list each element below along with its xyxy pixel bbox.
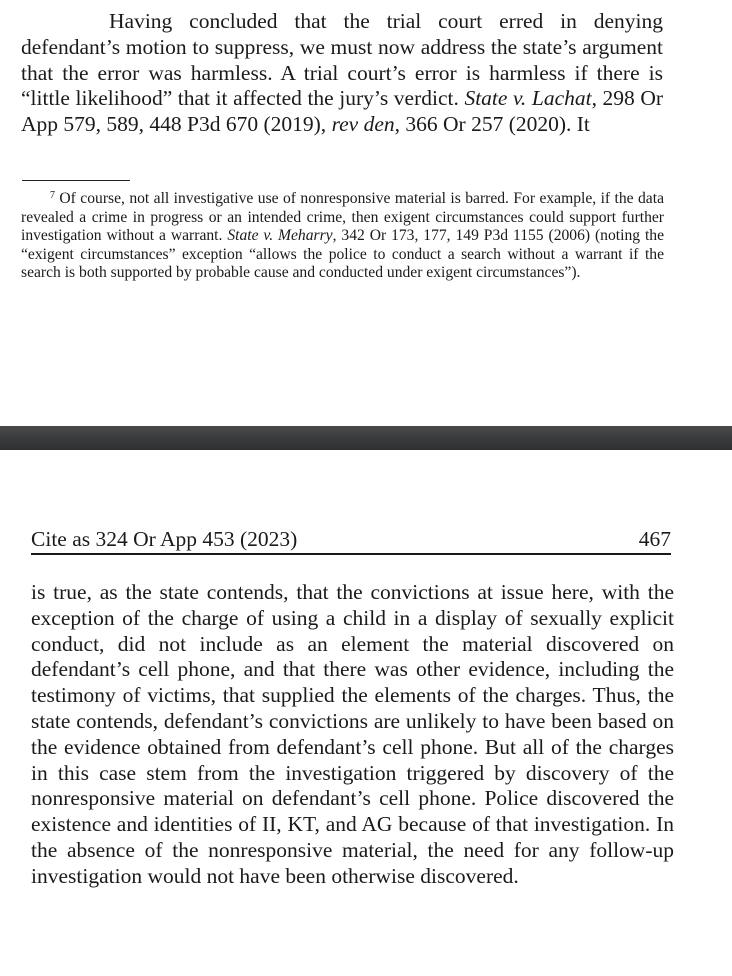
page-break-bar [0, 426, 732, 450]
footnote-text: Of course, not all investigative use of nonresponsive material is barred. For example, if the data revealed a crime in progress or an intended crime, then exigent circumstances could support further investigation without a warrant. [21, 190, 664, 245]
case-citation-lachat: State v. Lachat [464, 86, 592, 111]
citation-text-end: , 366 Or 257 (2020). It [394, 112, 590, 137]
paragraph-text: Having concluded that the trial court erred in denying defendant’s motion to suppress, we must now address the state’s argument that the error was harmless. A trial court’s error is harmless if there is “little likelihood” that it affected the jury’s verdict. [21, 9, 663, 111]
citation-text: , 298 Or App 579, 589, 448 P3d 670 (2019), [21, 86, 664, 137]
rev-den-signal: rev den [331, 112, 395, 137]
running-head-citation: Cite as 324 Or App 453 (2023) [31, 527, 298, 551]
opinion-paragraph-continued: is true, as the state contends, that the convictions at issue here, with the exception of the charge of using a child in a display of sexually explicit conduct, did not include as an element the material discovered on defendant’s cell phone, and that there was other evidence, including the testimony of victims, that supplied the elements of the charges. Thus, the state contends, defendant’s convictions are unlikely to have been based on the evidence obtained from defendant’s cell phone. But all of the charges in this case stem from the investigation triggered by discovery of the nonresponsive material on defendant’s cell phone. Police discovered the existence and identities of II, KT, and AG because of that investigation. In the absence of the nonresponsive material, the need for any follow-up investigation would not have been otherwise discovered. [31, 580, 674, 888]
footnote-7 [21, 190, 664, 283]
upper-page [0, 0, 732, 426]
case-citation-meharry: State v. Meharry [227, 227, 333, 245]
footnote-text-continued: , 342 Or 173, 177, 149 P3d 1155 (2006) (noting the “exigent circumstances” exception “allows the police to conduct a search without a warrant if the search is both supported by probable cause and conducted under exigent circumstances”). [21, 227, 665, 282]
running-head [31, 522, 671, 555]
footnote-separator [22, 180, 130, 181]
opinion-paragraph-harmless-error [21, 9, 663, 138]
footnote-marker: 7 [50, 190, 55, 201]
page-number: 467 [638, 527, 671, 551]
